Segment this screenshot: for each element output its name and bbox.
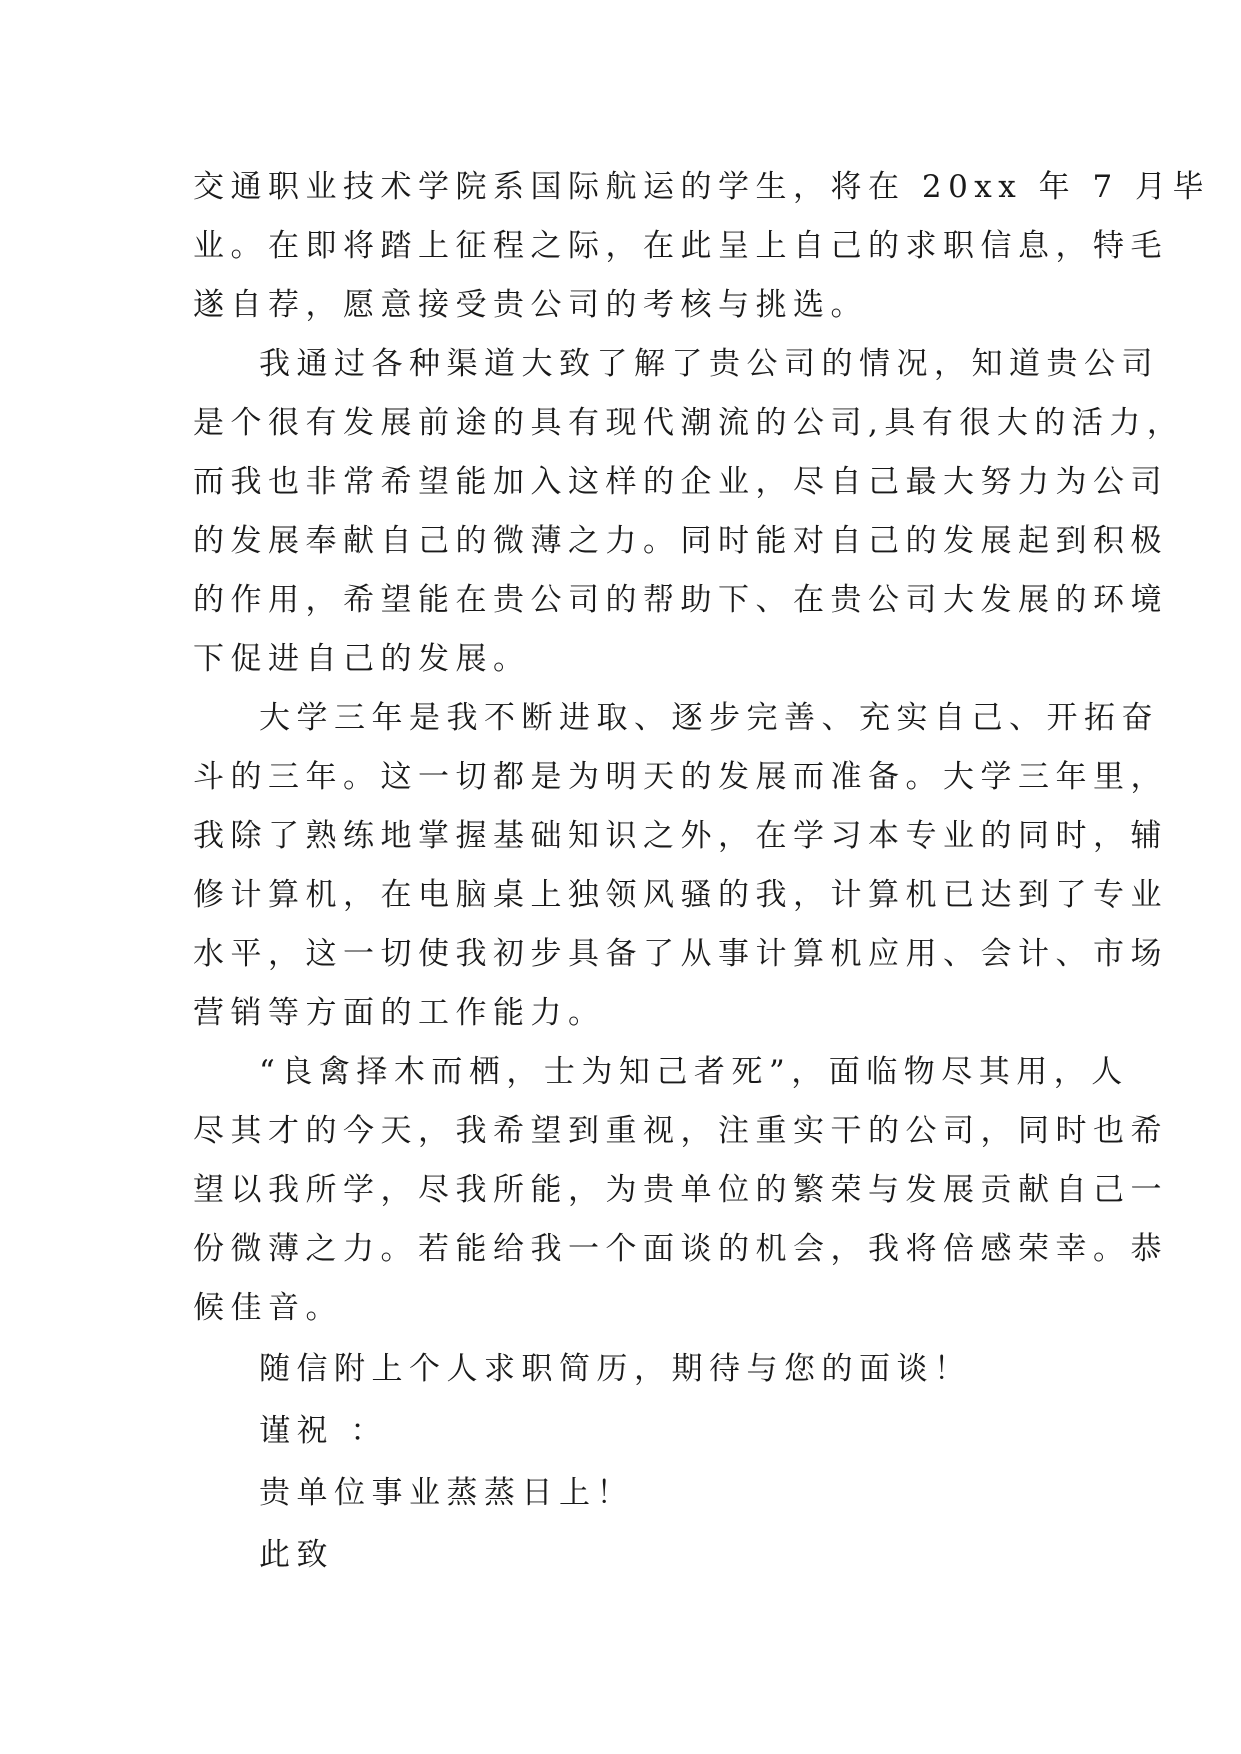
- text-line: 的作用，希望能在贵公司的帮助下、在贵公司大发展的环境: [193, 582, 1168, 618]
- paragraph-aspiration: [193, 1043, 1168, 1338]
- letter-body: [193, 158, 1211, 1586]
- text-line: 是个很有发展前途的具有现代潮流的公司,具有很大的活力，: [193, 405, 1185, 441]
- text-line: 营销等方面的工作能力。: [193, 995, 606, 1031]
- letter-closing: [193, 1338, 1055, 1586]
- text-line: 的发展奉献自己的微薄之力。同时能对自己的发展起到积极: [193, 523, 1168, 559]
- paragraph-intro: [193, 158, 1211, 335]
- text-line: 望以我所学，尽我所能，为贵单位的繁荣与发展贡献自己一: [193, 1172, 1168, 1208]
- text-line: 尽其才的今天，我希望到重视，注重实干的公司，同时也希: [193, 1113, 1168, 1149]
- text-line: 我除了熟练地掌握基础知识之外，在学习本专业的同时，辅: [193, 818, 1168, 854]
- closing-line-attachment: 随信附上个人求职简历，期待与您的面谈！: [259, 1351, 972, 1387]
- text-line: 下促进自己的发展。: [193, 641, 531, 677]
- paragraph-university: [193, 689, 1168, 1043]
- text-line: 交通职业技术学院系国际航运的学生，将在 20xx 年 7 月毕: [193, 169, 1211, 205]
- text-line: “良禽择木而栖，士为知己者死”，面临物尽其用，人: [259, 1054, 1129, 1090]
- text-line: 斗的三年。这一切都是为明天的发展而准备。大学三年里，: [193, 759, 1168, 795]
- text-line: 我通过各种渠道大致了解了贵公司的情况，知道贵公司: [259, 346, 1159, 382]
- text-line: 遂自荐，愿意接受贵公司的考核与挑选。: [193, 287, 868, 323]
- text-line: 份微薄之力。若能给我一个面谈的机会，我将倍感荣幸。恭: [193, 1231, 1168, 1267]
- text-line: 候佳音。: [193, 1290, 343, 1326]
- text-line: 业。在即将踏上征程之际，在此呈上自己的求职信息，特毛: [193, 228, 1168, 264]
- paragraph-company: [193, 335, 1185, 689]
- text-line: 水平，这一切使我初步具备了从事计算机应用、会计、市场: [193, 936, 1168, 972]
- closing-line-regards: 此致: [259, 1537, 334, 1573]
- text-line: 而我也非常希望能加入这样的企业，尽自己最大努力为公司: [193, 464, 1168, 500]
- closing-line-salutation: 谨祝 ：: [259, 1413, 388, 1449]
- text-line: 大学三年是我不断进取、逐步完善、充实自己、开拓奋: [259, 700, 1159, 736]
- closing-line-wishes: 贵单位事业蒸蒸日上！: [259, 1475, 634, 1511]
- text-line: 修计算机，在电脑桌上独领风骚的我，计算机已达到了专业: [193, 877, 1168, 913]
